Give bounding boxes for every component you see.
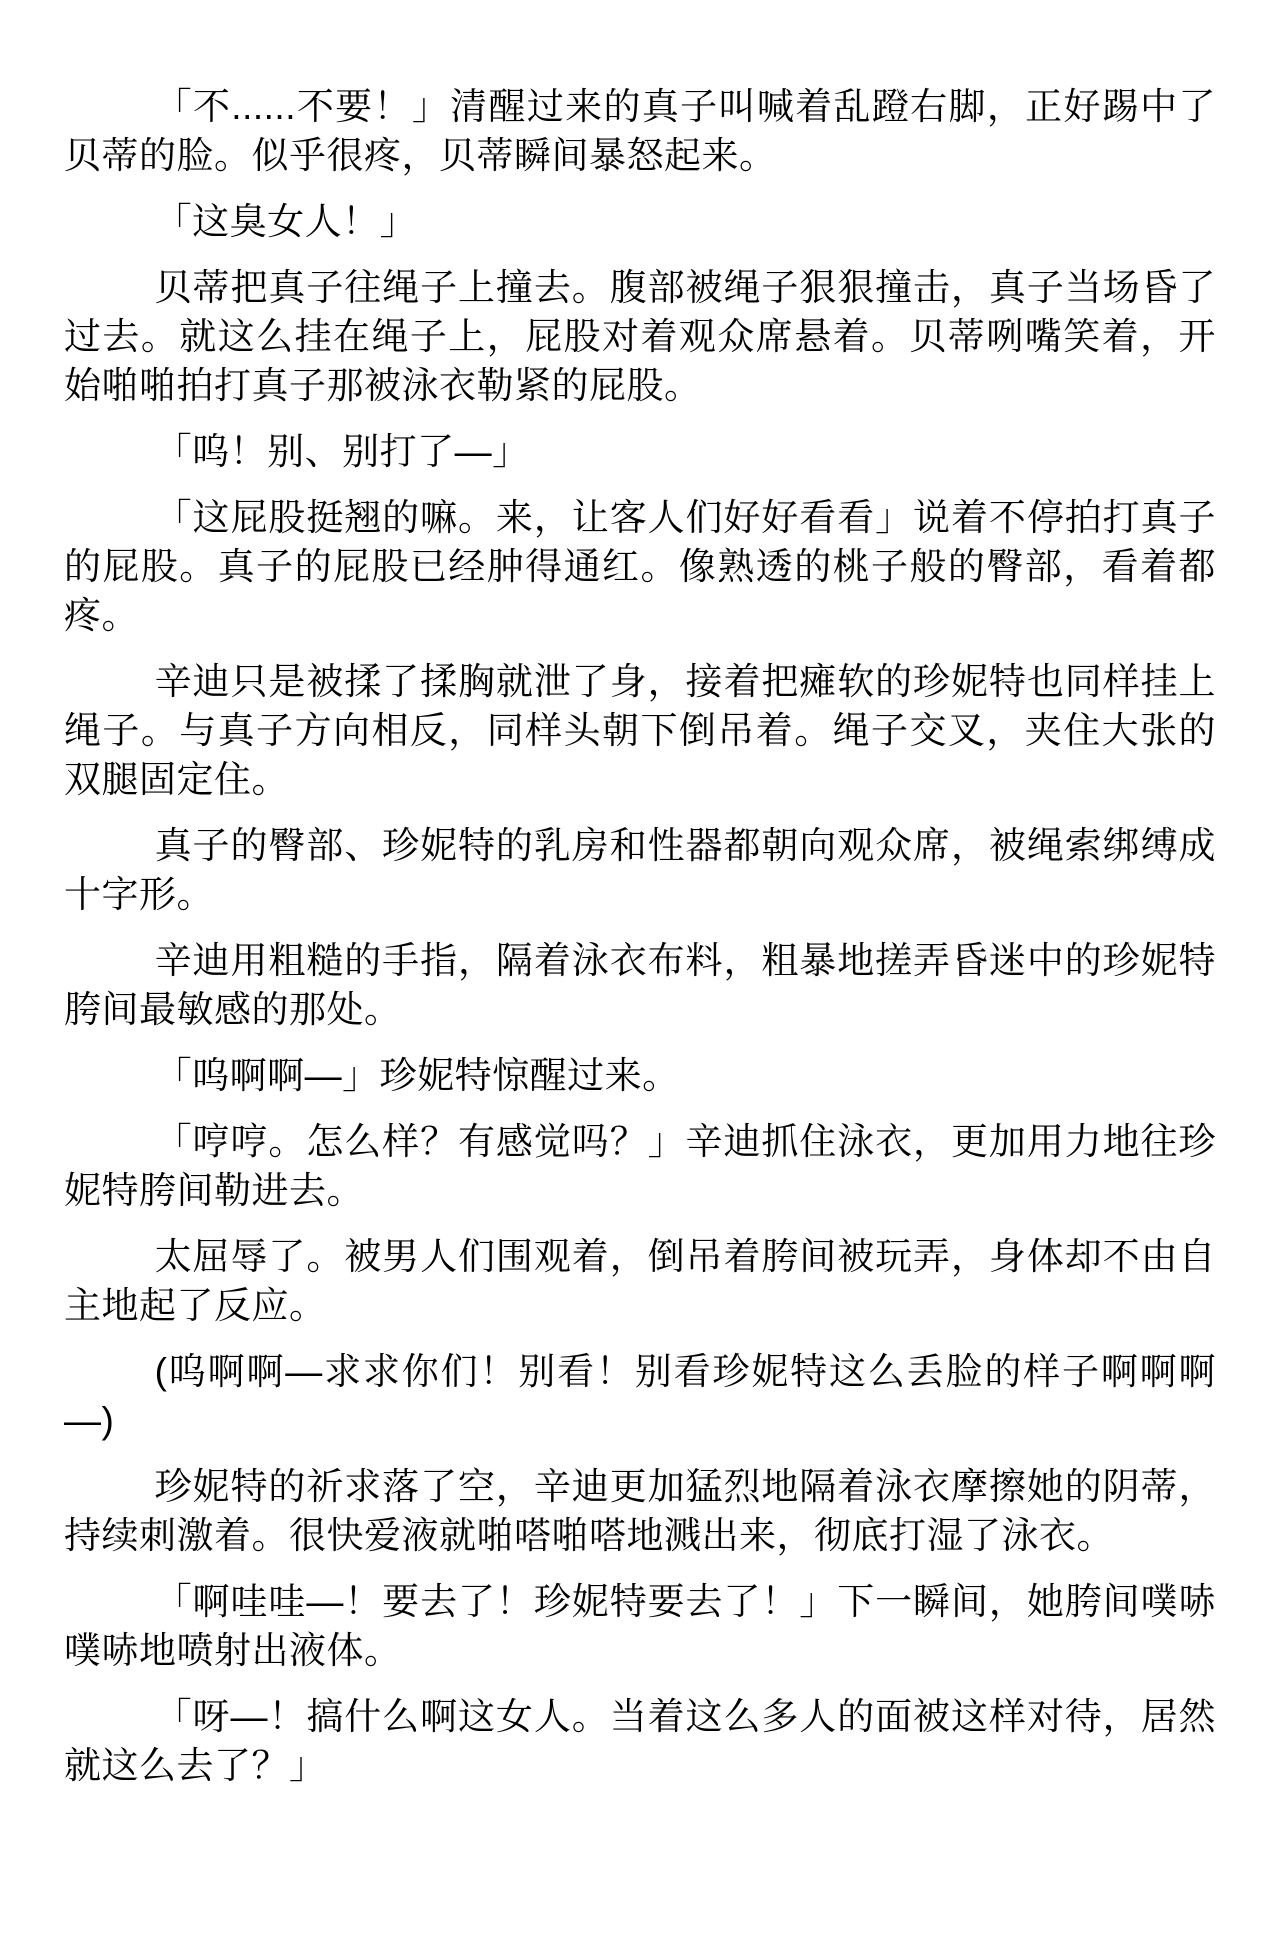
paragraph: 辛迪用粗糙的手指，隔着泳衣布料，粗暴地搓弄昏迷中的珍妮特胯间最敏感的那处。 [64,940,1216,1030]
paragraph: 「这臭女人！」 [154,201,418,242]
paragraph: 「呜！别、别打了—」 [154,431,530,472]
paragraph: 贝蒂把真子往绳子上撞去。腹部被绳子狠狠撞击，真子当场昏了过去。就这么挂在绳子上，屁股对着观众席悬着。贝蒂咧嘴笑着，开始啪啪拍打真子那被泳衣勒紧的屁股。 [64,267,1216,406]
paragraph: 珍妮特的祈求落了空，辛迪更加猛烈地隔着泳衣摩擦她的阴蒂，持续刺激着。很快爱液就啪嗒啪嗒地溅出来，彻底打湿了泳衣。 [64,1466,1216,1556]
paragraph: 「呀—！搞什么啊这女人。当着这么多人的面被这样对待，居然就这么去了？」 [64,1696,1216,1786]
paragraph: 真子的臀部、珍妮特的乳房和性器都朝向观众席，被绳索绑缚成十字形。 [64,825,1216,915]
paragraph: (呜啊啊—求求你们！别看！别看珍妮特这么丢脸的样子啊啊啊—) [64,1351,1216,1441]
paragraph: 太屈辱了。被男人们围观着，倒吊着胯间被玩弄，身体却不由自主地起了反应。 [64,1236,1216,1326]
paragraph: 辛迪只是被揉了揉胸就泄了身，接着把瘫软的珍妮特也同样挂上绳子。与真子方向相反，同样头朝下倒吊着。绳子交叉，夹住大张的双腿固定住。 [64,661,1216,800]
paragraph: 「不......不要！」清醒过来的真子叫喊着乱蹬右脚，正好踢中了贝蒂的脸。似乎很疼，贝蒂瞬间暴怒起来。 [64,86,1216,176]
paragraph: 「哼哼。怎么样？有感觉吗？」辛迪抓住泳衣，更加用力地往珍妮特胯间勒进去。 [64,1121,1216,1211]
paragraph: 「呜啊啊—」珍妮特惊醒过来。 [154,1055,680,1096]
novel-text-content [64,82,1216,1790]
paragraph: 「这屁股挺翘的嘛。来，让客人们好好看看」说着不停拍打真子的屁股。真子的屁股已经肿得通红。像熟透的桃子般的臀部，看着都疼。 [64,497,1216,636]
paragraph: 「啊哇哇—！要去了！珍妮特要去了！」下一瞬间，她胯间噗哧噗哧地喷射出液体。 [64,1581,1216,1671]
